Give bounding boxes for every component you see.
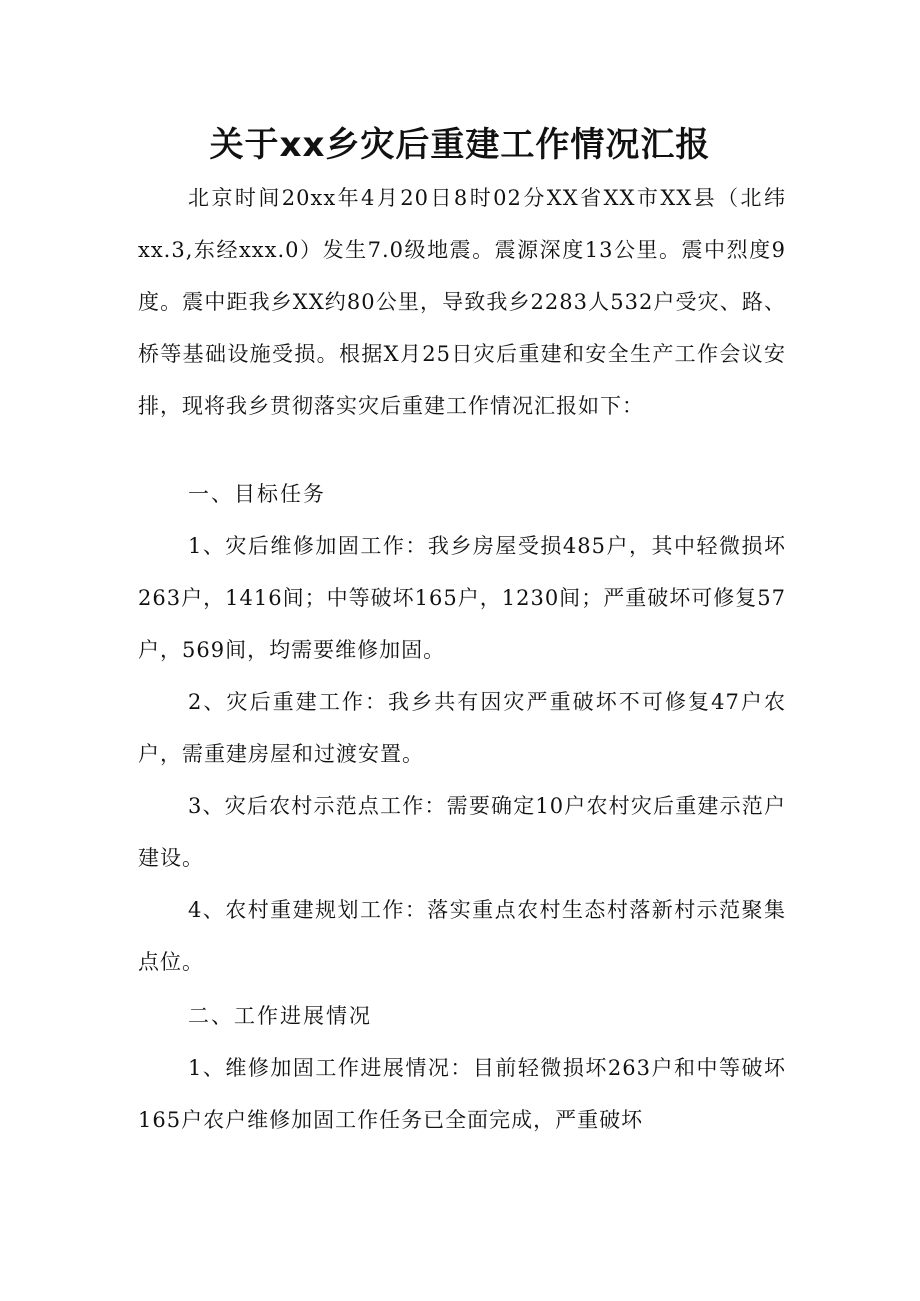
section-heading-progress: 二、工作进展情况 <box>188 1004 372 1028</box>
section-heading-goals: 一、目标任务 <box>188 482 326 506</box>
goal-item-demo: 3、灾后农村示范点工作：需要确定10户农村灾后重建示范户建设。 <box>138 794 786 870</box>
goal-item-planning: 4、农村重建规划工作：落实重点农村生态村落新村示范聚集点位。 <box>138 898 786 974</box>
intro-paragraph: 北京时间20xx年4月20日8时02分XX省XX市XX县（北纬xx.3,东经xxx.0）发生7.0级地震。震源深度13公里。震中烈度9度。震中距我乡XX约80公里，导致我乡2283人532户受灾、路、桥等基础设施受损。根据X月25日灾后重建和安全生产工作会议安排，现将我乡贯彻落实灾后重建工作情况汇报如下： <box>138 186 786 418</box>
progress-item-repair: 1、维修加固工作进展情况：目前轻微损坏263户和中等破坏165户农户维修加固工作任务已全面完成，严重破坏 <box>138 1056 786 1132</box>
goal-item-repair: 1、灾后维修加固工作：我乡房屋受损485户，其中轻微损坏263户，1416间；中等破坏165户，1230间；严重破坏可修复57户，569间，均需要维修加固。 <box>138 534 786 662</box>
document-title: 关于xx乡灾后重建工作情况汇报 <box>209 125 711 165</box>
goal-item-rebuild: 2、灾后重建工作：我乡共有因灾严重破坏不可修复47户农户，需重建房屋和过渡安置。 <box>138 690 786 766</box>
